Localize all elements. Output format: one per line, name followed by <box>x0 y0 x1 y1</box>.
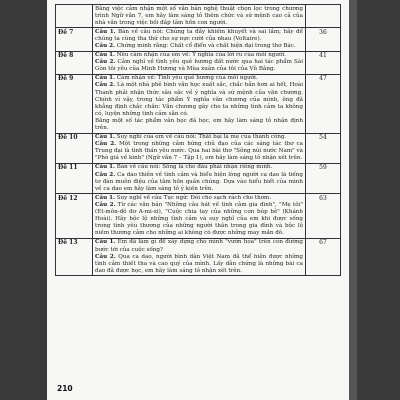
question-text: Cảm nhận về: Tình yêu quê hương của mỗi người. <box>116 75 258 82</box>
question-line <box>95 202 303 237</box>
page-edge <box>349 0 357 400</box>
exam-description <box>93 51 306 74</box>
question-label: Câu 2. <box>95 253 116 260</box>
page-reference: 54 <box>306 133 341 163</box>
question-line <box>95 29 303 43</box>
question-label: Câu 1. <box>95 28 116 35</box>
question-text: Em đã làm gì để xây dựng cho mình "vườn hoa" trên con đường bước tới của cuộc sống? <box>95 239 304 253</box>
question-line <box>95 254 303 275</box>
question-label: Câu 1. <box>95 52 115 59</box>
exam-description <box>93 5 306 28</box>
question-line <box>95 164 303 171</box>
question-line <box>95 118 303 132</box>
document-page <box>47 0 349 400</box>
question-text: Chứng minh rằng: Chất cổ điển và chất hiện đại trong thơ Bác. <box>116 42 296 49</box>
question-line <box>95 43 303 50</box>
question-text: Bàn về câu nói: Sống là cho đâu phải nhận riêng mình. <box>116 164 273 171</box>
table-row <box>56 5 341 28</box>
exam-description <box>93 74 306 133</box>
table-row <box>56 51 341 74</box>
page-number: 210 <box>57 384 73 393</box>
table-row <box>56 194 341 239</box>
contents-table <box>55 4 341 276</box>
question-label: Câu 2. <box>95 59 116 66</box>
question-text: Cảm nghĩ về tình yêu quê hương đất nước qua hai tác phẩm Sài Gòn tôi yêu của Minh Hương và Mùa xuân của tôi của Vũ Bằng. <box>95 59 303 73</box>
exam-code: Đề 9 <box>56 74 93 133</box>
question-text: Là một nhà phê bình văn học xuất sắc, chắc hẳn hơn ai hết, Hoài Thanh phải nhận thức sâu sắc về ý nghĩa và sứ mệnh của văn chương. Chính vì vậy, trong tác phẩm Ý nghĩa văn chương của mình, ông đã khẳng định chắc chắn: Văn chương gây cho ta những tình cảm ta không có, luyện những tình cảm sẵn có. <box>95 82 304 117</box>
exam-code: Đề 11 <box>56 163 93 193</box>
page-reference: 36 <box>306 28 341 51</box>
exam-code <box>56 5 93 28</box>
question-text: Suy nghĩ về câu Tục ngữ: Đói cho sạch rách cho thơm. <box>116 194 272 201</box>
exam-description <box>93 238 306 275</box>
question-text: Qua ca dao, người bình dân Việt Nam đã thể hiện được những tình cảm thiết tha và cao quý của mình. Lấy dẫn chứng là những bài ca dao đã được học, em hãy làm sáng tỏ nhận xét trên. <box>95 253 304 274</box>
page-reference <box>306 5 341 28</box>
table-row <box>56 28 341 51</box>
question-text: Bằng một số tác phẩm văn học đã học, em hãy làm sáng tỏ nhận định trên. <box>95 117 303 131</box>
table-row <box>56 163 341 193</box>
page-reference: 67 <box>306 238 341 275</box>
table-row <box>56 238 341 275</box>
question-label: Câu 1. <box>95 134 115 141</box>
page-reference: 63 <box>306 194 341 239</box>
question-line <box>95 59 303 73</box>
exam-description <box>93 28 306 51</box>
table-row <box>56 74 341 133</box>
question-text: Nêu cảm nhận của em về: Ý nghĩa của lời ru của mỗi người. <box>116 52 286 59</box>
exam-description <box>93 194 306 239</box>
question-label: Câu 2. <box>95 201 116 208</box>
question-line <box>95 172 303 193</box>
exam-code: Đề 10 <box>56 133 93 163</box>
page-reference: 47 <box>306 74 341 133</box>
question-label: Câu 2. <box>95 141 117 148</box>
question-text: Bàn về câu nói: Chúng ta đầy khiếm khuyết và sai lầm; hãy để chúng ta cùng tha thứ cho sự nực cười của nhau (Voltaire). <box>95 28 303 42</box>
question-line <box>95 6 303 27</box>
question-label: Câu 1. <box>95 194 115 201</box>
exam-code: Đề 12 <box>56 194 93 239</box>
table-row <box>56 133 341 163</box>
page-reference: 59 <box>306 163 341 193</box>
contents-table-body <box>56 5 341 276</box>
question-text: Bằng việc cảm nhận một số văn bản nghệ thuật chọn lọc trong chương trình Ngữ văn 7, em hãy làm sáng tỏ thêm chức và sứ mệnh cao cả của nhà văn trong việc bồi đắp tâm hồn con người. <box>95 5 303 26</box>
question-line <box>95 195 303 202</box>
question-line <box>95 141 303 162</box>
question-text: Ca dao thiên về tình cảm và biểu hiện lòng người ca dao là tiếng tơ đàn muôn điệu của tâm hồn quần chúng. Dựa vào hiểu biết của mình về ca dao em hãy làm sáng tỏ ý kiến trên. <box>95 171 303 192</box>
exam-code: Đề 8 <box>56 51 93 74</box>
exam-description <box>93 133 306 163</box>
question-text: Suy nghĩ của em về câu nói: Thất bại là mẹ của thành công. <box>116 134 287 141</box>
question-label: Câu 1. <box>95 164 115 171</box>
exam-description <box>93 163 306 193</box>
question-text: Một trong những cảm hứng chủ đạo của các sáng tác thơ ca Trung đại là tình thần yêu nước. Qua hai bài thơ "Sông núi nước Nam" và "Phò giá về kinh" (Ngữ văn 7 – Tập 1), em hãy làm sáng tỏ nhận xét trên. <box>95 141 304 162</box>
question-line <box>95 239 303 253</box>
question-line <box>95 82 303 117</box>
question-label: Câu 1. <box>95 239 116 246</box>
question-label: Câu 2. <box>95 171 116 178</box>
question-label: Câu 2. <box>95 82 116 89</box>
page-reference: 41 <box>306 51 341 74</box>
exam-code: Đề 7 <box>56 28 93 51</box>
question-label: Câu 2. <box>95 42 115 49</box>
question-text: Từ các văn bản "Những câu hát về tình cảm gia đình", "Mẹ tôi" (Et-môn-đô đơ A-mi-xi), "Cuộc chia tay của những con búp bê" (Khánh Hoài). Hãy bộc lộ những tình cảm và suy nghĩ của em khi được sống trong tình yêu thương của những người thân trong gia đình và bộc lộ niềm thương cảm cho những ai không có được những may mắn đó. <box>95 201 303 237</box>
exam-code: Đề 13 <box>56 238 93 275</box>
question-label: Câu 1. <box>95 75 115 82</box>
